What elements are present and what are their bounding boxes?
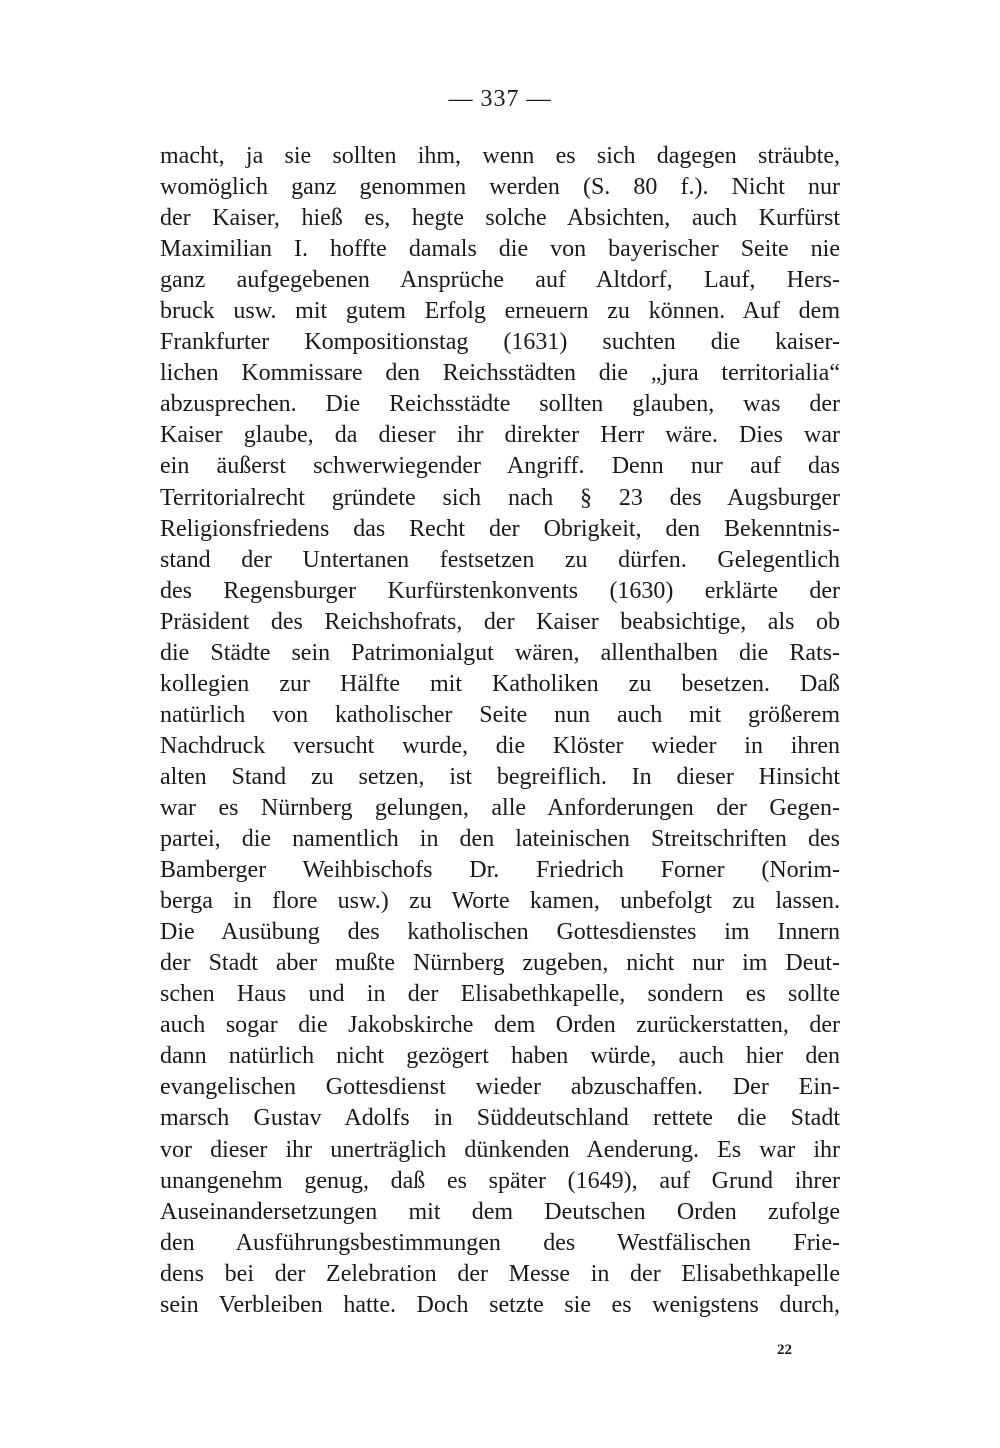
text-line: Kaiser glaube, da dieser ihr direkter Herr wäre. Dies war xyxy=(160,422,840,449)
text-line: berga in flore usw.) zu Worte kamen, unbefolgt zu lassen. xyxy=(160,888,840,915)
text-line: abzusprechen. Die Reichsstädte sollten glauben, was der xyxy=(160,391,840,418)
text-line: Maximilian I. hoffte damals die von bayerischer Seite nie xyxy=(160,236,840,263)
text-line: Religionsfriedens das Recht der Obrigkeit, den Bekenntnis- xyxy=(160,515,840,542)
text-line: der Kaiser, hieß es, hegte solche Absichten, auch Kurfürst xyxy=(160,205,840,232)
text-line: der Stadt aber mußte Nürnberg zugeben, nicht nur im Deut- xyxy=(160,950,840,977)
text-line: Auseinandersetzungen mit dem Deutschen Orden zufolge xyxy=(160,1198,840,1225)
text-line: dann natürlich nicht gezögert haben würde, auch hier den xyxy=(160,1043,840,1070)
body-text xyxy=(160,141,840,1321)
text-line: evangelischen Gottesdienst wieder abzuschaffen. Der Ein- xyxy=(160,1074,840,1101)
text-line: sein Verbleiben hatte. Doch setzte sie es wenigstens durch, xyxy=(160,1291,840,1318)
text-line: den Ausführungsbestimmungen des Westfälischen Frie- xyxy=(160,1229,840,1256)
text-line: alten Stand zu setzen, ist begreiflich. In dieser Hinsicht xyxy=(160,763,840,790)
text-line: partei, die namentlich in den lateinischen Streitschriften des xyxy=(160,826,840,853)
page-number: — 337 — xyxy=(448,86,552,112)
text-line: Nachdruck versucht wurde, die Klöster wieder in ihren xyxy=(160,732,840,759)
text-line: dens bei der Zelebration der Messe in der Elisabethkapelle xyxy=(160,1260,840,1287)
text-line: ganz aufgegebenen Ansprüche auf Altdorf, Lauf, Hers- xyxy=(160,267,840,294)
text-line: Die Ausübung des katholischen Gottesdienstes im Innern xyxy=(160,919,840,946)
text-line: Bamberger Weihbischofs Dr. Friedrich Forner (Norim- xyxy=(160,857,840,884)
text-line: ein äußerst schwerwiegender Angriff. Denn nur auf das xyxy=(160,453,840,480)
text-line: war es Nürnberg gelungen, alle Anforderungen der Gegen- xyxy=(160,794,840,821)
text-line: natürlich von katholischer Seite nun auch mit größerem xyxy=(160,701,840,728)
text-line: auch sogar die Jakobskirche dem Orden zurückerstatten, der xyxy=(160,1012,840,1039)
signature-mark: 22 xyxy=(777,1342,792,1358)
text-line: Territorialrecht gründete sich nach § 23 des Augsburger xyxy=(160,484,840,511)
text-line: macht, ja sie sollten ihm, wenn es sich dagegen sträubte, xyxy=(160,143,840,169)
text-line: vor dieser ihr unerträglich dünkenden Aenderung. Es war ihr xyxy=(160,1136,840,1163)
text-line: des Regensburger Kurfürstenkonvents (1630) erklärte der xyxy=(160,577,840,604)
text-line: bruck usw. mit gutem Erfolg erneuern zu können. Auf dem xyxy=(160,298,840,325)
text-line: kollegien zur Hälfte mit Katholiken zu besetzen. Daß xyxy=(160,670,840,697)
text-line: Präsident des Reichshofrats, der Kaiser beabsichtige, als ob xyxy=(160,608,840,635)
text-line: unangenehm genug, daß es später (1649), auf Grund ihrer xyxy=(160,1167,840,1194)
text-line: die Städte sein Patrimonialgut wären, allenthalben die Rats- xyxy=(160,639,840,666)
text-line: Frankfurter Kompositionstag (1631) suchten die kaiser- xyxy=(160,329,840,356)
text-line: lichen Kommissare den Reichsstädten die „jura territorialia“ xyxy=(160,360,840,387)
text-line: marsch Gustav Adolfs in Süddeutschland rettete die Stadt xyxy=(160,1105,840,1132)
text-line: stand der Untertanen festsetzen zu dürfen. Gelegentlich xyxy=(160,546,840,573)
text-line: schen Haus und in der Elisabethkapelle, sondern es sollte xyxy=(160,981,840,1008)
text-line: womöglich ganz genommen werden (S. 80 f.). Nicht nur xyxy=(160,174,840,201)
